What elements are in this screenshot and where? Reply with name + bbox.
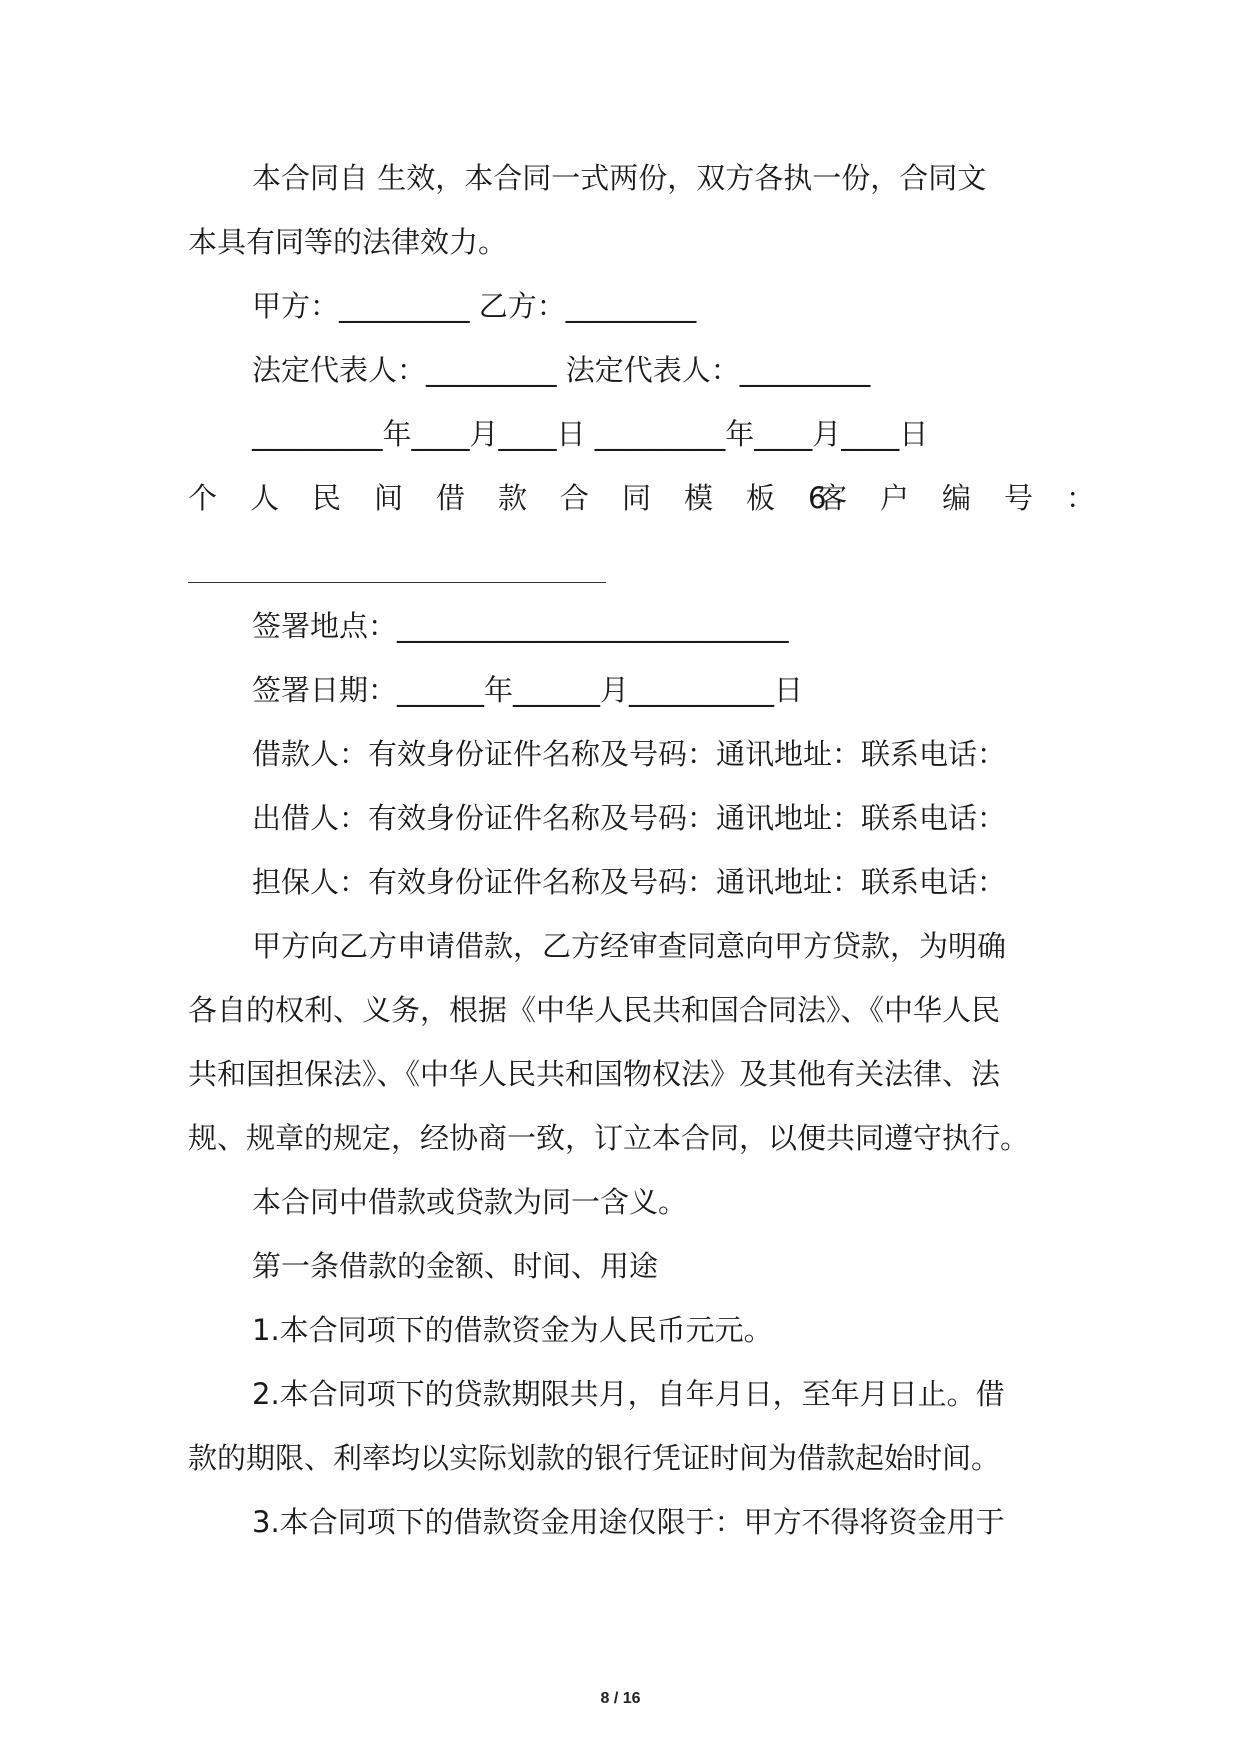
- article-1-heading: 第一条借款的金额、时间、用途: [252, 1249, 659, 1283]
- para-effective-line2: 本具有同等的法律效力。: [188, 225, 508, 259]
- lender-info: 出借人：有效身份证件名称及号码：通讯地址：联系电话：: [252, 801, 1007, 835]
- definition-paragraph: 本合同中借款或贷款为同一含义。: [252, 1185, 688, 1219]
- customer-number-label: 客户编号：: [818, 481, 1129, 515]
- signing-location: 签署地点：___________________________: [252, 609, 789, 643]
- para-effective-line1: 本合同自 生效，本合同一式两份，双方各执一份，合同文: [252, 161, 987, 195]
- customer-number-underline: [188, 582, 606, 583]
- legal-rep-line: 法定代表人：_________ 法定代表人：_________: [252, 353, 871, 387]
- borrower-info: 借款人：有效身份证件名称及号码：通讯地址：联系电话：: [252, 737, 1007, 771]
- clause-1-2-line1: 2.本合同项下的贷款期限共月，自年月日，至年月日止。借: [252, 1377, 1005, 1411]
- contract-title: 个人民间借款合同模板6: [188, 481, 860, 515]
- preamble-line1: 甲方向乙方申请借款，乙方经审查同意向甲方贷款，为明确: [252, 929, 1007, 963]
- party-signature-line: 甲方：_________ 乙方：_________: [252, 289, 697, 323]
- clause-1-2-line2: 款的期限、利率均以实际划款的银行凭证时间为借款起始时间。: [188, 1441, 1001, 1475]
- date-line: _________年____月____日 _________年____月____日: [252, 417, 929, 451]
- preamble-line3: 共和国担保法》、《中华人民共和国物权法》及其他有关法律、法: [188, 1057, 1001, 1091]
- preamble-line4: 规、规章的规定，经协商一致，订立本合同，以便共同遵守执行。: [188, 1121, 1030, 1155]
- clause-1-1: 1.本合同项下的借款资金为人民币元元。: [252, 1313, 773, 1347]
- preamble-line2: 各自的权利、义务，根据《中华人民共和国合同法》、《中华人民: [188, 993, 1001, 1027]
- clause-1-3: 3.本合同项下的借款资金用途仅限于：甲方不得将资金用于: [252, 1505, 1005, 1539]
- signing-date: 签署日期：______年______月__________日: [252, 673, 804, 707]
- page-number: 8 / 16: [600, 1690, 641, 1707]
- guarantor-info: 担保人：有效身份证件名称及号码：通讯地址：联系电话：: [252, 865, 1007, 899]
